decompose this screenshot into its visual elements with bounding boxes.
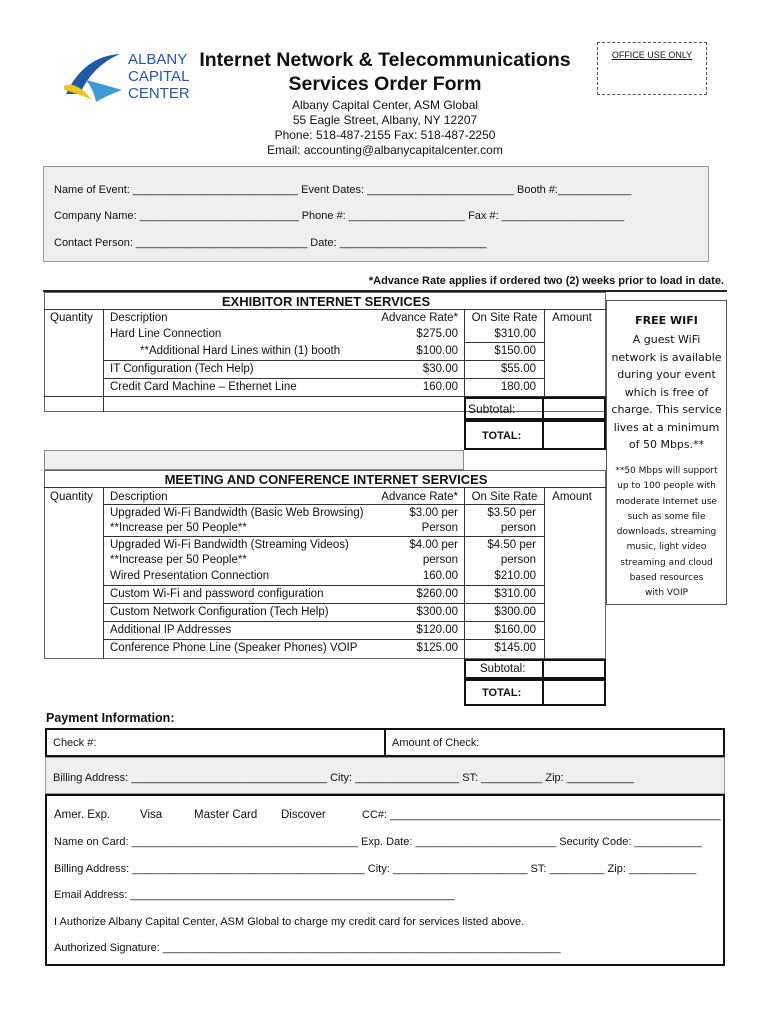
mtg-col-advance: Advance Rate* — [381, 491, 458, 503]
payment-title: Payment Information: — [46, 711, 175, 725]
mtg-col-quantity: Quantity — [50, 491, 93, 503]
contact-date[interactable]: Contact Person: ____________________________ Date: ________________________ — [54, 237, 487, 249]
free-wifi-title: FREE WIFI — [635, 314, 698, 327]
name-on-card-field[interactable]: Name on Card: _____________________________________ Exp. Date: _______________________ Security Code: ___________ — [54, 836, 702, 848]
mtg-row-onsite-unit: person — [500, 554, 536, 566]
exh-col-quantity: Quantity — [50, 312, 93, 324]
mtg-row-desc-note: **Increase per 50 People** — [110, 522, 247, 534]
free-wifi-body-line: which is free of — [624, 385, 709, 399]
free-wifi-body-line: network is available — [611, 350, 722, 364]
company-phone-fax[interactable]: Company Name: __________________________ Phone #: ___________________ Fax #: ____________________ — [54, 210, 625, 222]
exh-row-desc: Credit Card Machine – Ethernet Line — [110, 381, 297, 393]
mtg-row-desc: Conference Phone Line (Speaker Phones) VOIP — [110, 642, 358, 654]
mtg-row-adv-unit: Person — [421, 522, 458, 534]
free-wifi-note-line: with VOIP — [644, 588, 689, 599]
mtg-row-desc: Custom Wi-Fi and password configuration — [110, 588, 324, 600]
advance-rate-note: *Advance Rate applies if ordered two (2) weeks prior to load in date. — [368, 275, 724, 287]
mtg-total-label-cell — [464, 679, 544, 706]
check-number-field[interactable]: Check #: — [53, 737, 97, 749]
free-wifi-note-line: moderate Internet use — [615, 496, 718, 507]
mtg-row-adv: $260.00 — [416, 588, 458, 600]
email-address-field[interactable]: Email Address: _____________________________________________________ — [54, 889, 455, 901]
exh-row-desc: **Additional Hard Lines within (1) booth — [140, 345, 341, 357]
free-wifi-note — [607, 464, 726, 602]
payment-billing-box — [45, 757, 725, 794]
exh-subtotal-label-cell — [464, 397, 544, 420]
authorized-signature-field[interactable]: Authorized Signature: _________________________________________________________________ — [54, 942, 561, 954]
event-info-box — [43, 166, 709, 262]
exh-row-adv: 160.00 — [422, 381, 458, 393]
mtg-row-onsite: $300.00 — [494, 606, 536, 618]
exh-row-desc: Hard Line Connection — [110, 328, 222, 340]
mtg-col-description: Description — [110, 491, 168, 503]
meeting-title: MEETING AND CONFERENCE INTERNET SERVICES — [164, 472, 488, 487]
authorization-statement: I Authorize Albany Capital Center, ASM Global to charge my credit card for services listed above. — [54, 916, 525, 928]
free-wifi-body-line: A guest WiFi — [632, 333, 701, 346]
billing-address-1[interactable]: Billing Address: ________________________________ City: _________________ ST: __________ Zip: ___________ — [53, 772, 635, 784]
email-line: Email: accounting@albanycapitalcenter.com — [267, 143, 503, 157]
exh-row-onsite: 180.00 — [500, 381, 536, 393]
payment-card-box — [45, 794, 725, 966]
exh-subtotal-label: Subtotal: — [468, 402, 516, 416]
exh-row-adv: $100.00 — [416, 345, 458, 357]
mtg-row-adv: $120.00 — [416, 624, 458, 636]
mtg-total-label: TOTAL: — [482, 687, 522, 699]
mtg-row-adv-unit: person — [422, 554, 458, 566]
exh-total-label: TOTAL: — [482, 430, 522, 442]
page-title-line-1: Internet Network & Telecommunications — [199, 49, 571, 71]
mtg-row-onsite: $210.00 — [494, 570, 536, 582]
mtg-subtotal-label: Subtotal: — [480, 663, 526, 675]
exh-total-label-cell — [464, 420, 544, 450]
event-name-dates-booth[interactable]: Name of Event: ___________________________ Event Dates: ________________________ Booth #:____________ — [54, 184, 632, 196]
mtg-row-onsite: $4.50 per — [487, 539, 536, 551]
mtg-row-onsite: $145.00 — [494, 642, 536, 654]
free-wifi-note-line: streaming and cloud — [620, 557, 713, 568]
page-title-line-2: Services Order Form — [288, 73, 482, 95]
mtg-row-adv: $3.00 per — [409, 507, 458, 519]
office-use-box — [597, 42, 707, 95]
exh-col-advance: Advance Rate* — [381, 312, 458, 324]
free-wifi-body — [607, 331, 726, 454]
exh-row-adv: $275.00 — [416, 328, 458, 340]
free-wifi-body-line: lives at a minimum — [613, 420, 720, 434]
free-wifi-panel — [606, 300, 727, 605]
amount-of-check-field[interactable]: Amount of Check: — [392, 737, 480, 749]
logo — [62, 48, 192, 108]
free-wifi-body-line: of 50 Mbps.** — [628, 438, 705, 451]
billing-address-2[interactable]: Billing Address: ______________________________________ City: ______________________ ST: _________ Zip: ___________ — [54, 863, 697, 875]
mtg-row-onsite: $3.50 per — [487, 507, 536, 519]
free-wifi-note-line: up to 100 people with — [617, 481, 716, 492]
mtg-row-onsite: $310.00 — [494, 588, 536, 600]
mtg-row-desc: Additional IP Addresses — [110, 624, 232, 636]
mtg-subtotal-label-cell — [464, 659, 544, 679]
free-wifi-body-line: charge. This service — [611, 403, 722, 416]
phone-fax: Phone: 518-487-2155 Fax: 518-487-2250 — [274, 128, 496, 142]
mtg-row-desc: Wired Presentation Connection — [110, 570, 270, 582]
card-discover-option[interactable]: Discover — [281, 809, 326, 821]
exh-col-description: Description — [110, 312, 168, 324]
free-wifi-note-line: based resources — [629, 573, 704, 584]
cc-number-field[interactable]: CC#: ______________________________________________________ — [362, 809, 721, 821]
logo-line-3: CENTER — [128, 85, 190, 102]
mtg-row-adv: $4.00 per — [409, 539, 458, 551]
free-wifi-note-line: music, light video — [626, 542, 707, 553]
mtg-row-desc: Custom Network Configuration (Tech Help) — [110, 606, 329, 618]
exh-row-onsite: $310.00 — [494, 328, 536, 340]
mtg-row-desc-note: **Increase per 50 People** — [110, 554, 247, 566]
free-wifi-body-line: during your event — [617, 368, 716, 381]
mtg-row-adv: $125.00 — [416, 642, 458, 654]
mtg-row-onsite: $160.00 — [494, 624, 536, 636]
exh-total-input[interactable] — [542, 420, 606, 450]
free-wifi-note-line: **50 Mbps will support — [615, 466, 718, 476]
card-amex-option[interactable]: Amer. Exp. — [54, 809, 111, 821]
logo-line-1: ALBANY — [128, 51, 188, 68]
exh-row-onsite: $55.00 — [500, 363, 536, 375]
meeting-gap-bar — [44, 450, 464, 470]
mtg-col-onsite: On Site Rate — [471, 491, 538, 503]
mtg-row-adv: 160.00 — [422, 570, 458, 582]
free-wifi-note-line: downloads, streaming — [616, 527, 717, 538]
address-line-1: Albany Capital Center, ASM Global — [291, 98, 479, 112]
office-use-label: OFFICE USE ONLY — [611, 50, 693, 60]
exhibitor-title: EXHIBITOR INTERNET SERVICES — [221, 294, 431, 309]
exh-row-onsite: $150.00 — [494, 345, 536, 357]
card-mastercard-option[interactable]: Master Card — [194, 809, 258, 821]
logo-line-2: CAPITAL — [128, 68, 190, 85]
exh-col-onsite: On Site Rate — [471, 312, 538, 324]
exh-col-amount: Amount — [552, 312, 592, 324]
mtg-row-onsite-unit: person — [500, 522, 536, 534]
exh-row-adv: $30.00 — [422, 363, 458, 375]
exh-subtotal-input[interactable] — [542, 397, 606, 420]
mtg-col-amount: Amount — [552, 491, 592, 503]
mtg-row-desc: Upgraded Wi-Fi Bandwidth (Streaming Videos) — [110, 539, 349, 551]
mtg-row-adv: $300.00 — [416, 606, 458, 618]
free-wifi-note-line: such as some file — [627, 511, 706, 522]
mtg-subtotal-input[interactable] — [542, 659, 606, 679]
logo-mark-icon — [62, 50, 124, 106]
mtg-row-desc: Upgraded Wi-Fi Bandwidth (Basic Web Browsing) — [110, 507, 364, 519]
address-line-2: 55 Eagle Street, Albany, NY 12207 — [292, 113, 478, 127]
card-visa-option[interactable]: Visa — [140, 809, 163, 821]
mtg-total-input[interactable] — [542, 679, 606, 706]
exh-row-desc: IT Configuration (Tech Help) — [110, 363, 254, 375]
